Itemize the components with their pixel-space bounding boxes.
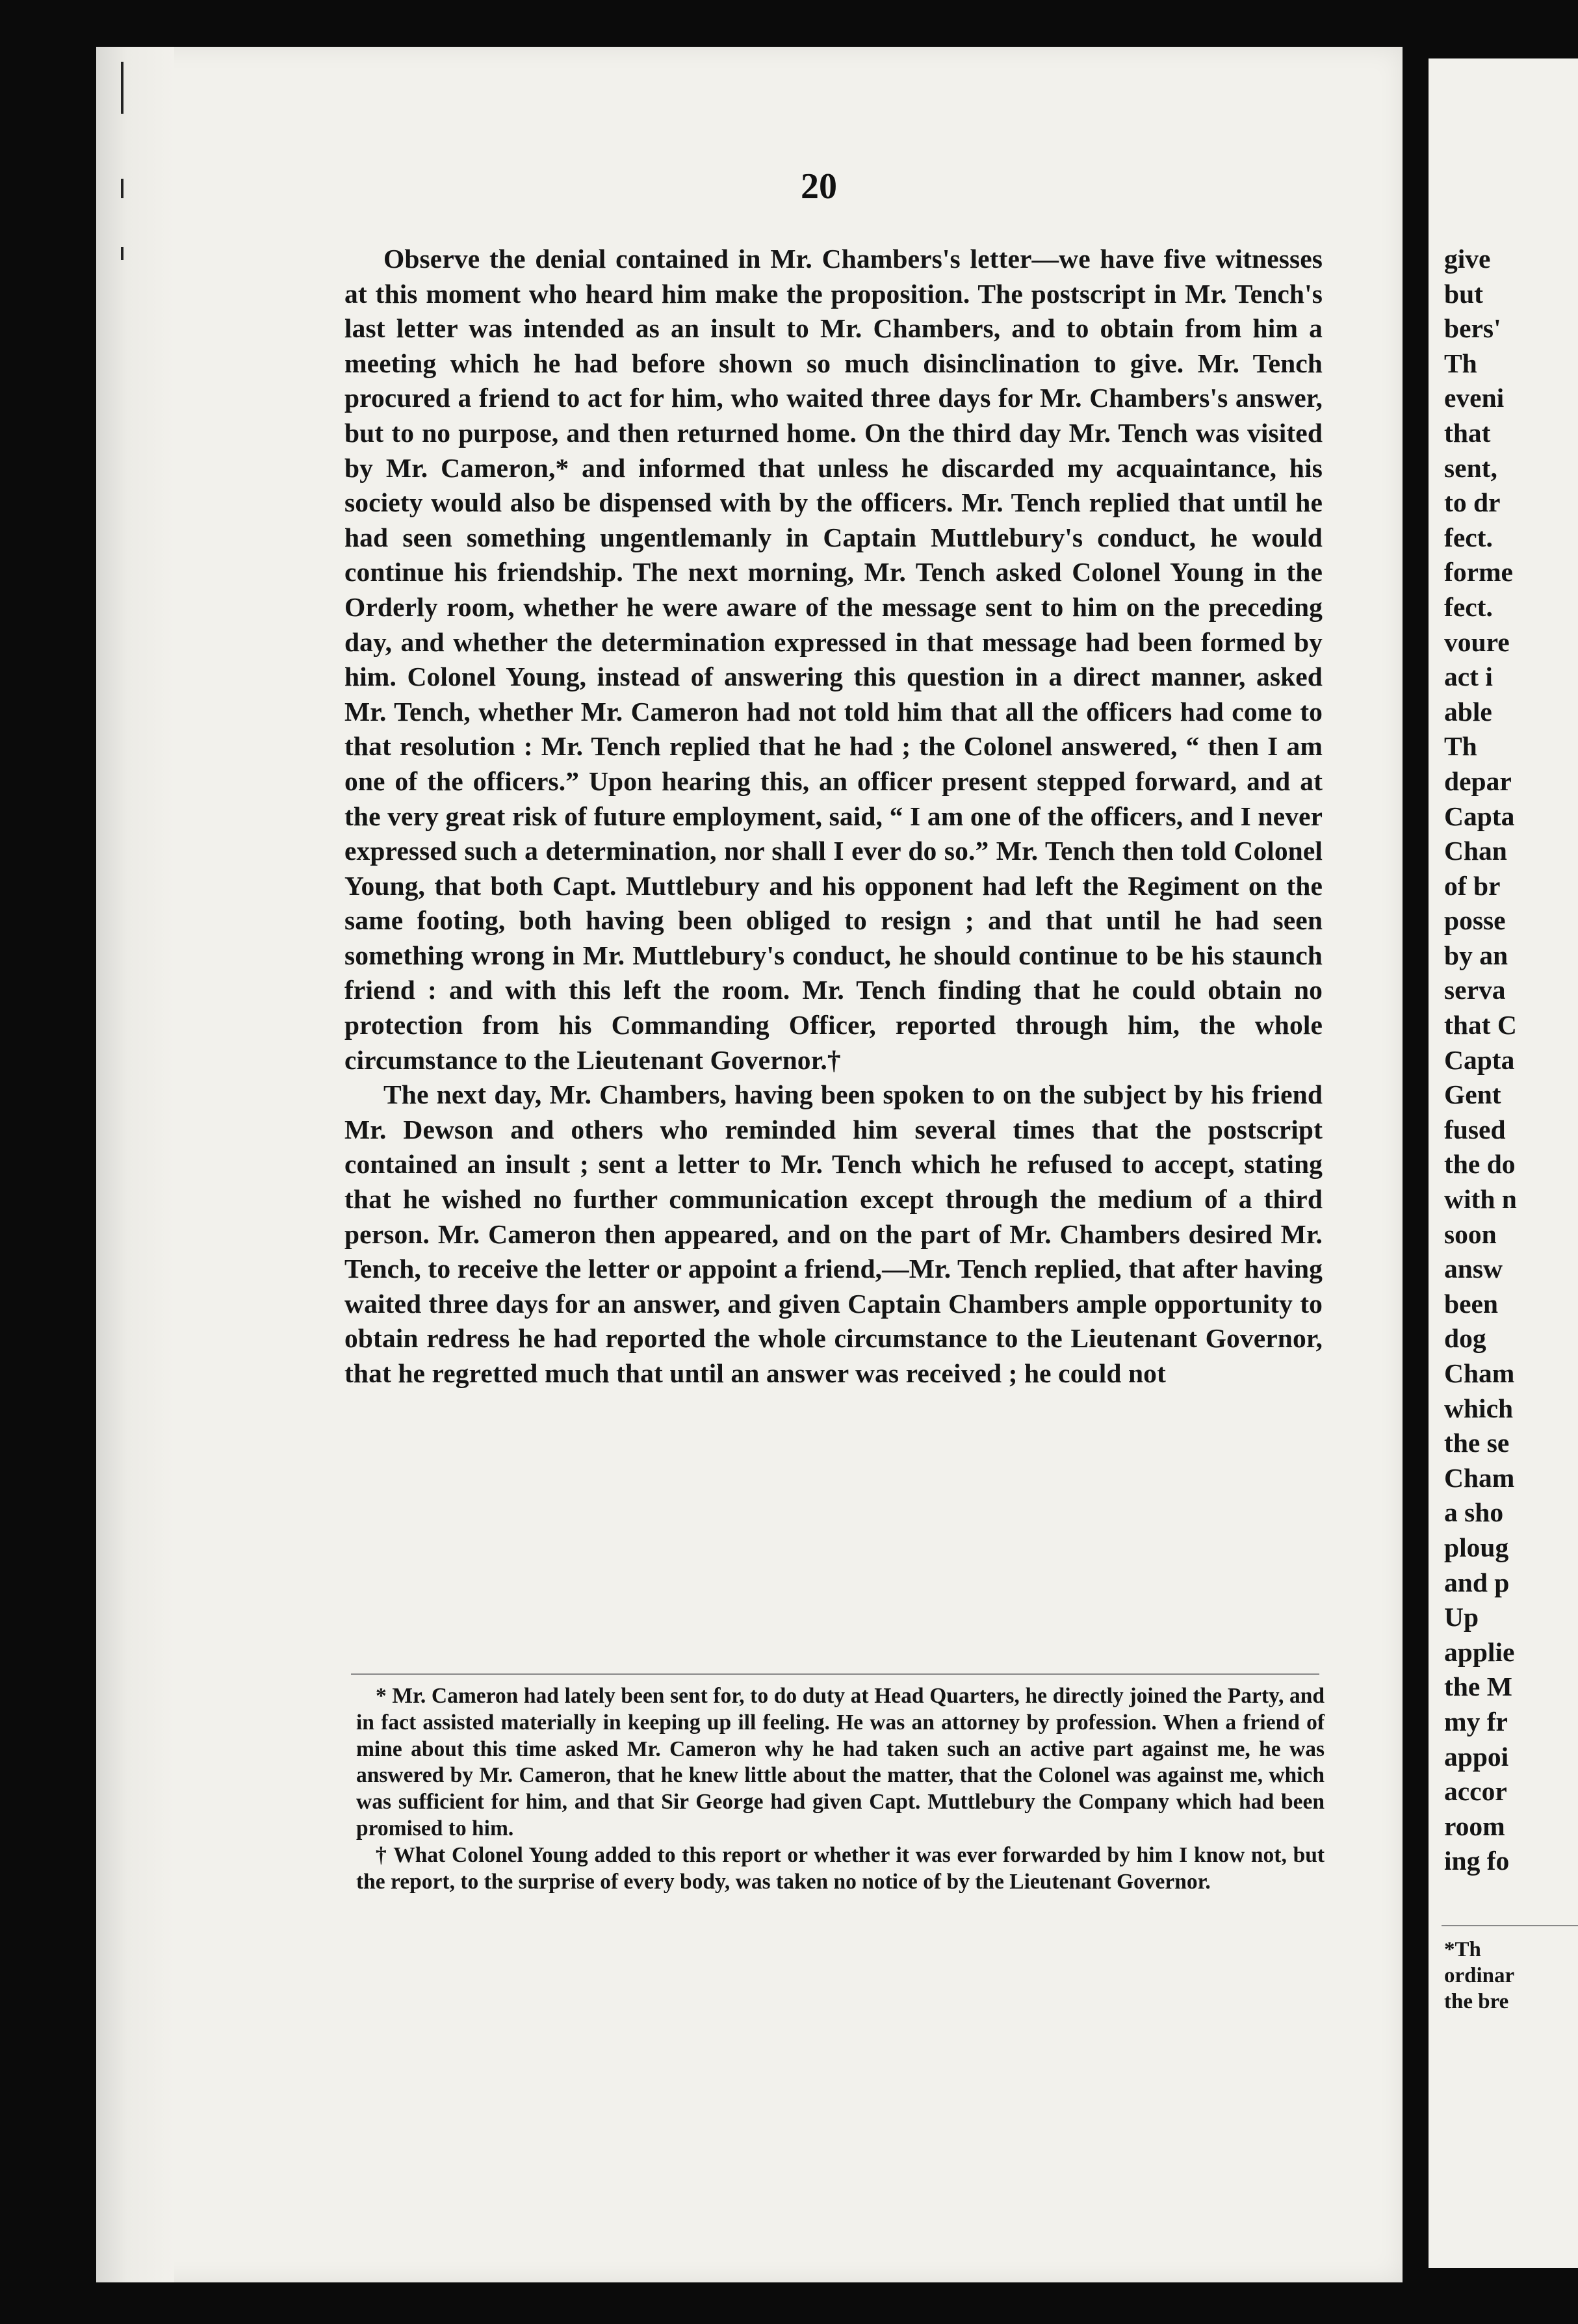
facing-page-line: which [1444, 1393, 1514, 1423]
facing-page-line: to dr [1444, 487, 1501, 518]
facing-page-line: ploug [1444, 1532, 1509, 1562]
facing-page-line: the do [1444, 1149, 1516, 1180]
facing-page-line: sent, [1444, 452, 1497, 483]
facing-page-line: Th [1444, 731, 1477, 762]
footnote-rule [351, 1673, 1319, 1675]
facing-page-line: appoi [1444, 1741, 1509, 1772]
facing-page-line: posse [1444, 905, 1506, 936]
facing-page-line: Gent [1444, 1079, 1501, 1110]
facing-page-line: forme [1444, 557, 1513, 587]
footnotes [356, 1683, 1325, 1895]
facing-page-text [1444, 242, 1578, 1879]
margin-mark [121, 179, 123, 198]
facing-page-line: the se [1444, 1428, 1510, 1458]
facing-page-line: act i [1444, 662, 1493, 692]
facing-page-line: my fr [1444, 1706, 1508, 1737]
book-gutter [1403, 47, 1429, 2282]
facing-page-footnote-line: *Th [1444, 1938, 1481, 1961]
facing-footnote-rule [1442, 1925, 1578, 1926]
facing-page-line: fused [1444, 1114, 1506, 1144]
facing-page-line: fect. [1444, 591, 1493, 622]
facing-page-line: depar [1444, 766, 1512, 796]
facing-page-line: but [1444, 278, 1483, 309]
facing-page-line: Cham [1444, 1462, 1515, 1493]
margin-mark [121, 247, 123, 260]
facing-page-line: a sho [1444, 1497, 1504, 1528]
facing-page-line: applie [1444, 1636, 1515, 1667]
facing-page-line: with n [1444, 1184, 1517, 1215]
facing-page-footnote [1444, 1937, 1578, 2015]
facing-page-line: give [1444, 244, 1491, 274]
facing-page-footnote-line: ordinar [1444, 1964, 1515, 1987]
facing-page-line: dog [1444, 1323, 1486, 1354]
paragraph: Observe the denial contained in Mr. Chambers's letter—we have five witnesses at this moment who heard him make the proposition. The postscript in Mr. Tench's last letter was intended as an insult to Mr. Chambers, and to obtain from him a meeting which he had before shown so much disinclination to give. Mr. Tench procured a friend to act for him, who waited three days for Mr. Chambers's answer, but to no purpose, and then returned home. On the third day Mr. Tench was visited by Mr. Cameron,* and informed that unless he discarded my acquaintance, his society would also be dispensed with by the officers. Mr. Tench replied that until he had seen something ungentlemanly in Captain Muttlebury's conduct, he would continue his friendship. The next morning, Mr. Tench asked Colonel Young in the Orderly room, whether he were aware of the message sent to him on the preceding day, and whether the determination expressed in that message had been formed by him. Colonel Young, instead of answering this question in a direct manner, asked Mr. Tench, whether Mr. Cameron had not told him that all the officers had come to that resolution : Mr. Tench replied that he had ; the Colonel answered, “ then I am one of the officers.” Upon hearing this, an officer present stepped forward, and at the very great risk of future employment, said, “ I am one of the officers, and I never expressed such a determination, nor shall I ever do so.” Mr. Tench then told Colonel Young, that both Capt. Muttlebury and his opponent had left the Regiment on the same footing, both having been obliged to resign ; and that until he had seen something wrong in Mr. Muttlebury's conduct, he should continue to be his staunch friend : and with this left the room. Mr. Tench finding that he could obtain no protection from his Commanding Officer, reported through him, the whole circumstance to the Lieutenant Governor.† [344, 244, 1323, 1075]
facing-page-line: answ [1444, 1254, 1503, 1284]
facing-page-line: bers' [1444, 313, 1501, 344]
facing-page-line: Up [1444, 1602, 1479, 1633]
page-binding-shadow [96, 47, 174, 2282]
facing-page-line: been [1444, 1288, 1498, 1319]
facing-page-line: by an [1444, 940, 1508, 970]
facing-page-line: soon [1444, 1219, 1497, 1249]
margin-mark [121, 62, 123, 114]
facing-page-line: accor [1444, 1776, 1507, 1807]
facing-page-footnote-line: the bre [1444, 1990, 1509, 2013]
facing-page-line: eveni [1444, 383, 1505, 413]
facing-page-line: Cham [1444, 1358, 1515, 1388]
facing-page-line: and p [1444, 1567, 1510, 1597]
body-text [344, 242, 1323, 1391]
facing-page-line: room [1444, 1811, 1505, 1841]
facing-page-line: able [1444, 696, 1492, 727]
facing-page-line: serva [1444, 975, 1506, 1005]
facing-page-line: Capta [1444, 801, 1515, 831]
facing-page [1429, 58, 1578, 2268]
facing-page-line: the M [1444, 1672, 1512, 1702]
facing-page-line: of br [1444, 870, 1501, 901]
facing-page-line: that C [1444, 1010, 1517, 1040]
facing-page-line: that [1444, 417, 1491, 448]
facing-page-line: Th [1444, 348, 1477, 378]
facing-page-line: Chan [1444, 836, 1507, 866]
paragraph: The next day, Mr. Chambers, having been spoken to on the subject by his friend Mr. Dewson and others who reminded him several times that the postscript contained an insult ; sent a letter to Mr. Tench which he refused to accept, stating that he wished no further communication except through the medium of a third person. Mr. Cameron then appeared, and on the part of Mr. Chambers desired Mr. Tench, to receive the letter or appoint a friend,—Mr. Tench replied, that after having waited three days for an answer, and given Captain Chambers ample opportunity to obtain redress he had reported the whole circumstance to the Lieutenant Governor, that he regretted much that until an answer was received ; he could not [344, 1079, 1323, 1388]
facing-page-line: fect. [1444, 522, 1493, 552]
page-number: 20 [801, 166, 837, 207]
facing-page-line: voure [1444, 626, 1510, 657]
facing-page-line: ing fo [1444, 1846, 1510, 1876]
footnote: † What Colonel Young added to this report or whether it was ever forwarded by him I know not, but the report, to the surprise of every body, was taken no notice of by the Lieutenant Governor. [356, 1842, 1325, 1894]
footnote: * Mr. Cameron had lately been sent for, to do duty at Head Quarters, he directly joined the Party, and in fact assisted materially in keeping up ill feeling. He was an attorney by profession. When a friend of mine about this time asked Mr. Cameron why he had taken such an active part against me, he was answered by Mr. Cameron, that he knew little about the matter, that the Colonel was against me, which was sufficient for him, and that Sir George had given Capt. Muttlebury the Company which had been promised to him. [356, 1684, 1325, 1840]
facing-page-line: Capta [1444, 1044, 1515, 1075]
